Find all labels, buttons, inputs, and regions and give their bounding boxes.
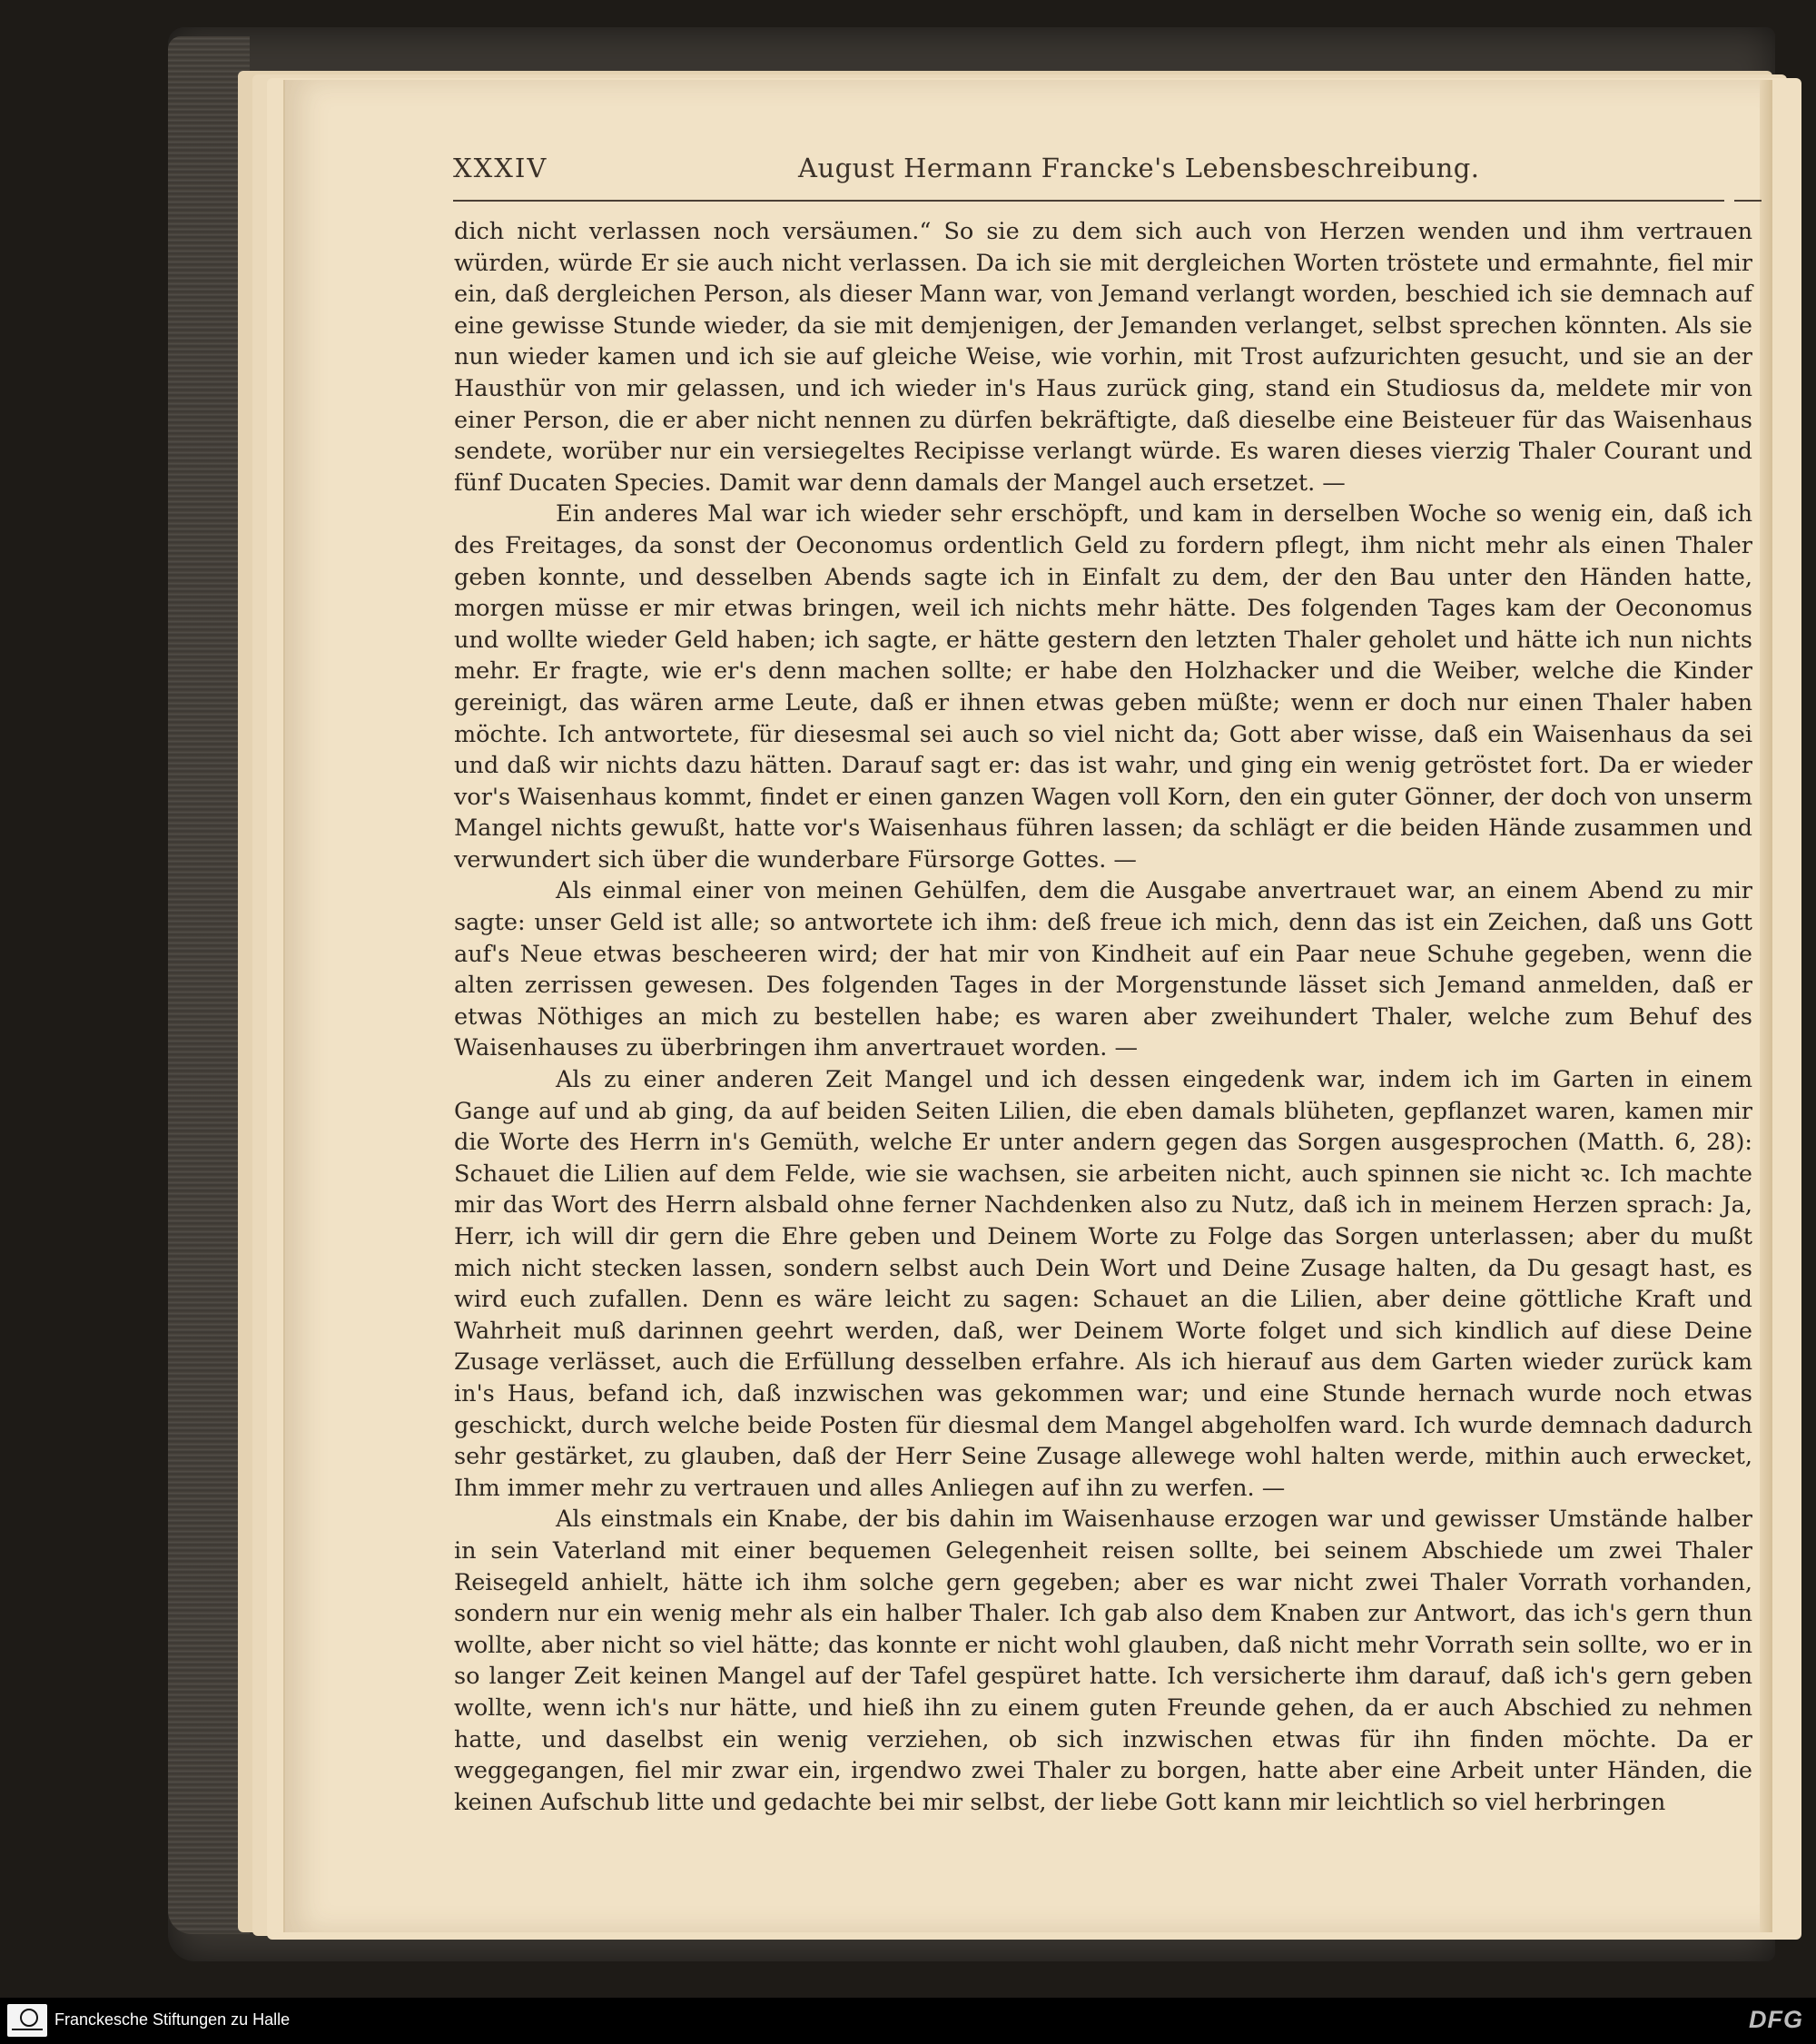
page-header (453, 153, 1715, 198)
header-rule (453, 200, 1724, 202)
page-edge (1760, 80, 1772, 1932)
franckesche-logo-icon[interactable] (7, 2004, 47, 2037)
paragraph: Ein anderes Mal war ich wieder sehr erschöpft, und kam in derselben Woche so wenig ein, daß ich des Freitages, da sonst der Oeconomus ordentlich Geld zu fordern pflegt, ihm nicht mehr als einen Thaler geben konnte, und desselben Abends sagte ich in Einfalt zu dem, der den Bau unter den Händen hatte, morgen müsse er mir etwas bringen, weil ich nichts mehr hätte. Des folgenden Tages kam der Oeconomus und wollte wieder Geld haben; ich sagte, er hätte gestern den letzten Thaler geholet und hätte ich nun nichts mehr. Er fragte, wie er's denn machen sollte; er habe den Holzhacker und die Weiber, welche die Kinder gereinigt, das wären arme Leute, daß er ihnen etwas geben müßte; wenn er doch nur einen Thaler haben möchte. Ich antwortete, für diesesmal sei auch so viel nicht da; Gott aber wisse, daß ein Waisenhaus da sei und daß wir nichts dazu hätten. Darauf sagt er: das ist wahr, und ging ein wenig getröstet fort. Da er wieder vor's Waisenhaus kommt, findet er einen ganzen Wagen voll Korn, den ein guter Gönner, der doch von unserm Mangel nichts gewußt, hatte vor's Waisenhaus führen lassen; da schlägt er die beiden Hände zusammen und verwundert sich über die wunderbare Fürsorge Gottes. — (454, 500, 1752, 874)
page-number: XXXIV (453, 153, 548, 183)
paragraph: Als zu einer anderen Zeit Mangel und ich dessen eingedenk war, indem ich im Garten in einem Gange auf und ab ging, da auf beiden Seiten Lilien, die eben damals blüheten, gepflanzet waren, kamen mir die Worte des Herrn in's Gemüth, welche Er unter andern gegen das Sorgen ausgesprochen (Matth. 6, 28): Schauet die Lilien auf dem Felde, wie sie wachsen, sie arbeiten nicht, auch spinnen sie nicht ꝛc. Ich machte mir das Wort des Herrn alsbald ohne ferner Nachdenken also zu Nutz, daß ich in meinem Herzen sprach: Ja, Herr, ich will dir gern die Ehre geben und Deinem Worte zu Folge das Sorgen unterlassen; aber du mußt mich nicht stecken lassen, sondern selbst auch Dein Wort und Deine Zusage halten, da Du gesagt hast, es wird euch zufallen. Denn es wäre leicht zu sagen: Schauet an die Lilien, aber deine göttliche Kraft und Wahrheit muß darinnen geehrt werden, daß, wer Deinem Worte folget und sich kindlich auf diese Deine Zusage verlässet, auch die Erfüllung desselben erfahre. Als ich hierauf aus dem Garten wieder zurück kam in's Haus, befand ich, daß inzwischen was gekommen war; und eine Stunde hernach wurde noch etwas geschickt, durch welche beide Posten für diesmal dem Mangel abgeholfen ward. Ich wurde demnach dadurch sehr gestärket, zu glauben, daß der Herr Seine Zusage allewege wohl halten werde, mithin auch erwecket, Ihm immer mehr zu vertrauen und alles Anliegen auf ihn zu werfen. — (454, 1066, 1752, 1502)
footer-organization-link[interactable]: Franckesche Stiftungen zu Halle (54, 2010, 291, 2029)
paragraph: Als einmal einer von meinen Gehülfen, dem die Ausgabe anvertrauet war, an einem Abend zu mir sagte: unser Geld ist alle; so antwortete ich ihm: deß freue ich mich, denn das ist ein Zeichen, daß uns Gott auf's Neue etwas bescheeren wird; der hat mir von Kindheit auf ein Paar neue Schuhe gegeben, wenn die alten zerrissen gewesen. Des folgenden Tages in der Morgenstunde lässet sich Jemand anmelden, daß er etwas Nöthiges an mich zu bestellen habe; es waren aber zweihundert Thaler, welche zum Behuf des Waisenhauses zu überbringen ihm anvertrauet worden. — (454, 877, 1752, 1062)
viewer-footer (0, 1998, 1816, 2044)
running-title: August Hermann Francke's Lebensbeschreibung. (798, 153, 1480, 183)
paragraph: dich nicht verlassen noch versäumen.“ So sie zu dem sich auch von Herzen wenden und ihm vertrauen würden, würde Er sie auch nicht verlassen. Da ich sie mit dergleichen Worten tröstete und ermahnte, fiel mir ein, daß dergleichen Person, als dieser Mann war, von Jemand verlangt worden, beschied ich sie demnach auf eine gewisse Stunde wieder, da sie mit demjenigen, der Jemanden verlanget, selbst sprechen könnten. Als sie nun wieder kamen und ich sie auf gleiche Weise, wie vorhin, mit Trost aufzurichten gesucht, und sie an der Hausthür von mir gelassen, und ich wieder in's Haus zurück ging, stand ein Studiosus da, meldete mir von einer Person, die er aber nicht nennen zu dürfen bekräftigte, daß dieselbe eine Beisteuer für das Waisenhaus sendete, worüber nur ein versiegeltes Recipisse verlangt würde. Es waren dieses vierzig Thaler Courant und fünf Ducaten Species. Damit war denn damals der Mangel auch ersetzet. — (454, 218, 1752, 497)
body-text (454, 216, 1752, 1818)
book-page (283, 80, 1772, 1932)
dfg-logo: DFG (1749, 2006, 1803, 2033)
header-rule-tail (1734, 200, 1762, 202)
paragraph: Als einstmals ein Knabe, der bis dahin im Waisenhause erzogen war und gewisser Umstände halber in sein Vaterland mit einer bequemen Gelegenheit reisen sollte, bei seinem Abschiede um zwei Thaler Reisegeld anhielt, hätte ich ihm solche gern gegeben; aber es war nicht zwei Thaler Vorrath vorhanden, sondern nur ein wenig mehr als ein halber Thaler. Ich gab also dem Knaben zur Antwort, das ich's gern thun wollte, aber nicht so viel hätte; das konnte er nicht wohl glauben, daß nicht mehr Vorrath sein sollte, wo er in so langer Zeit keinen Mangel auf der Tafel gespüret hatte. Ich versicherte ihm darauf, daß ich's gern geben wollte, wenn ich's nur hätte, und hieß ihn zu einem guten Freunde gehen, da er auch Abschied zu nehmen hatte, und daselbst ein wenig verziehen, ob sich inzwischen etwas für ihn finden möchte. Da er weggegangen, fiel mir zwar ein, irgendwo zwei Thaler zu borgen, hatte aber eine Arbeit unter Händen, die keinen Aufschub litte und gedachte bei mir selbst, der liebe Gott kann mir leichtlich so viel herbringen (454, 1506, 1752, 1816)
